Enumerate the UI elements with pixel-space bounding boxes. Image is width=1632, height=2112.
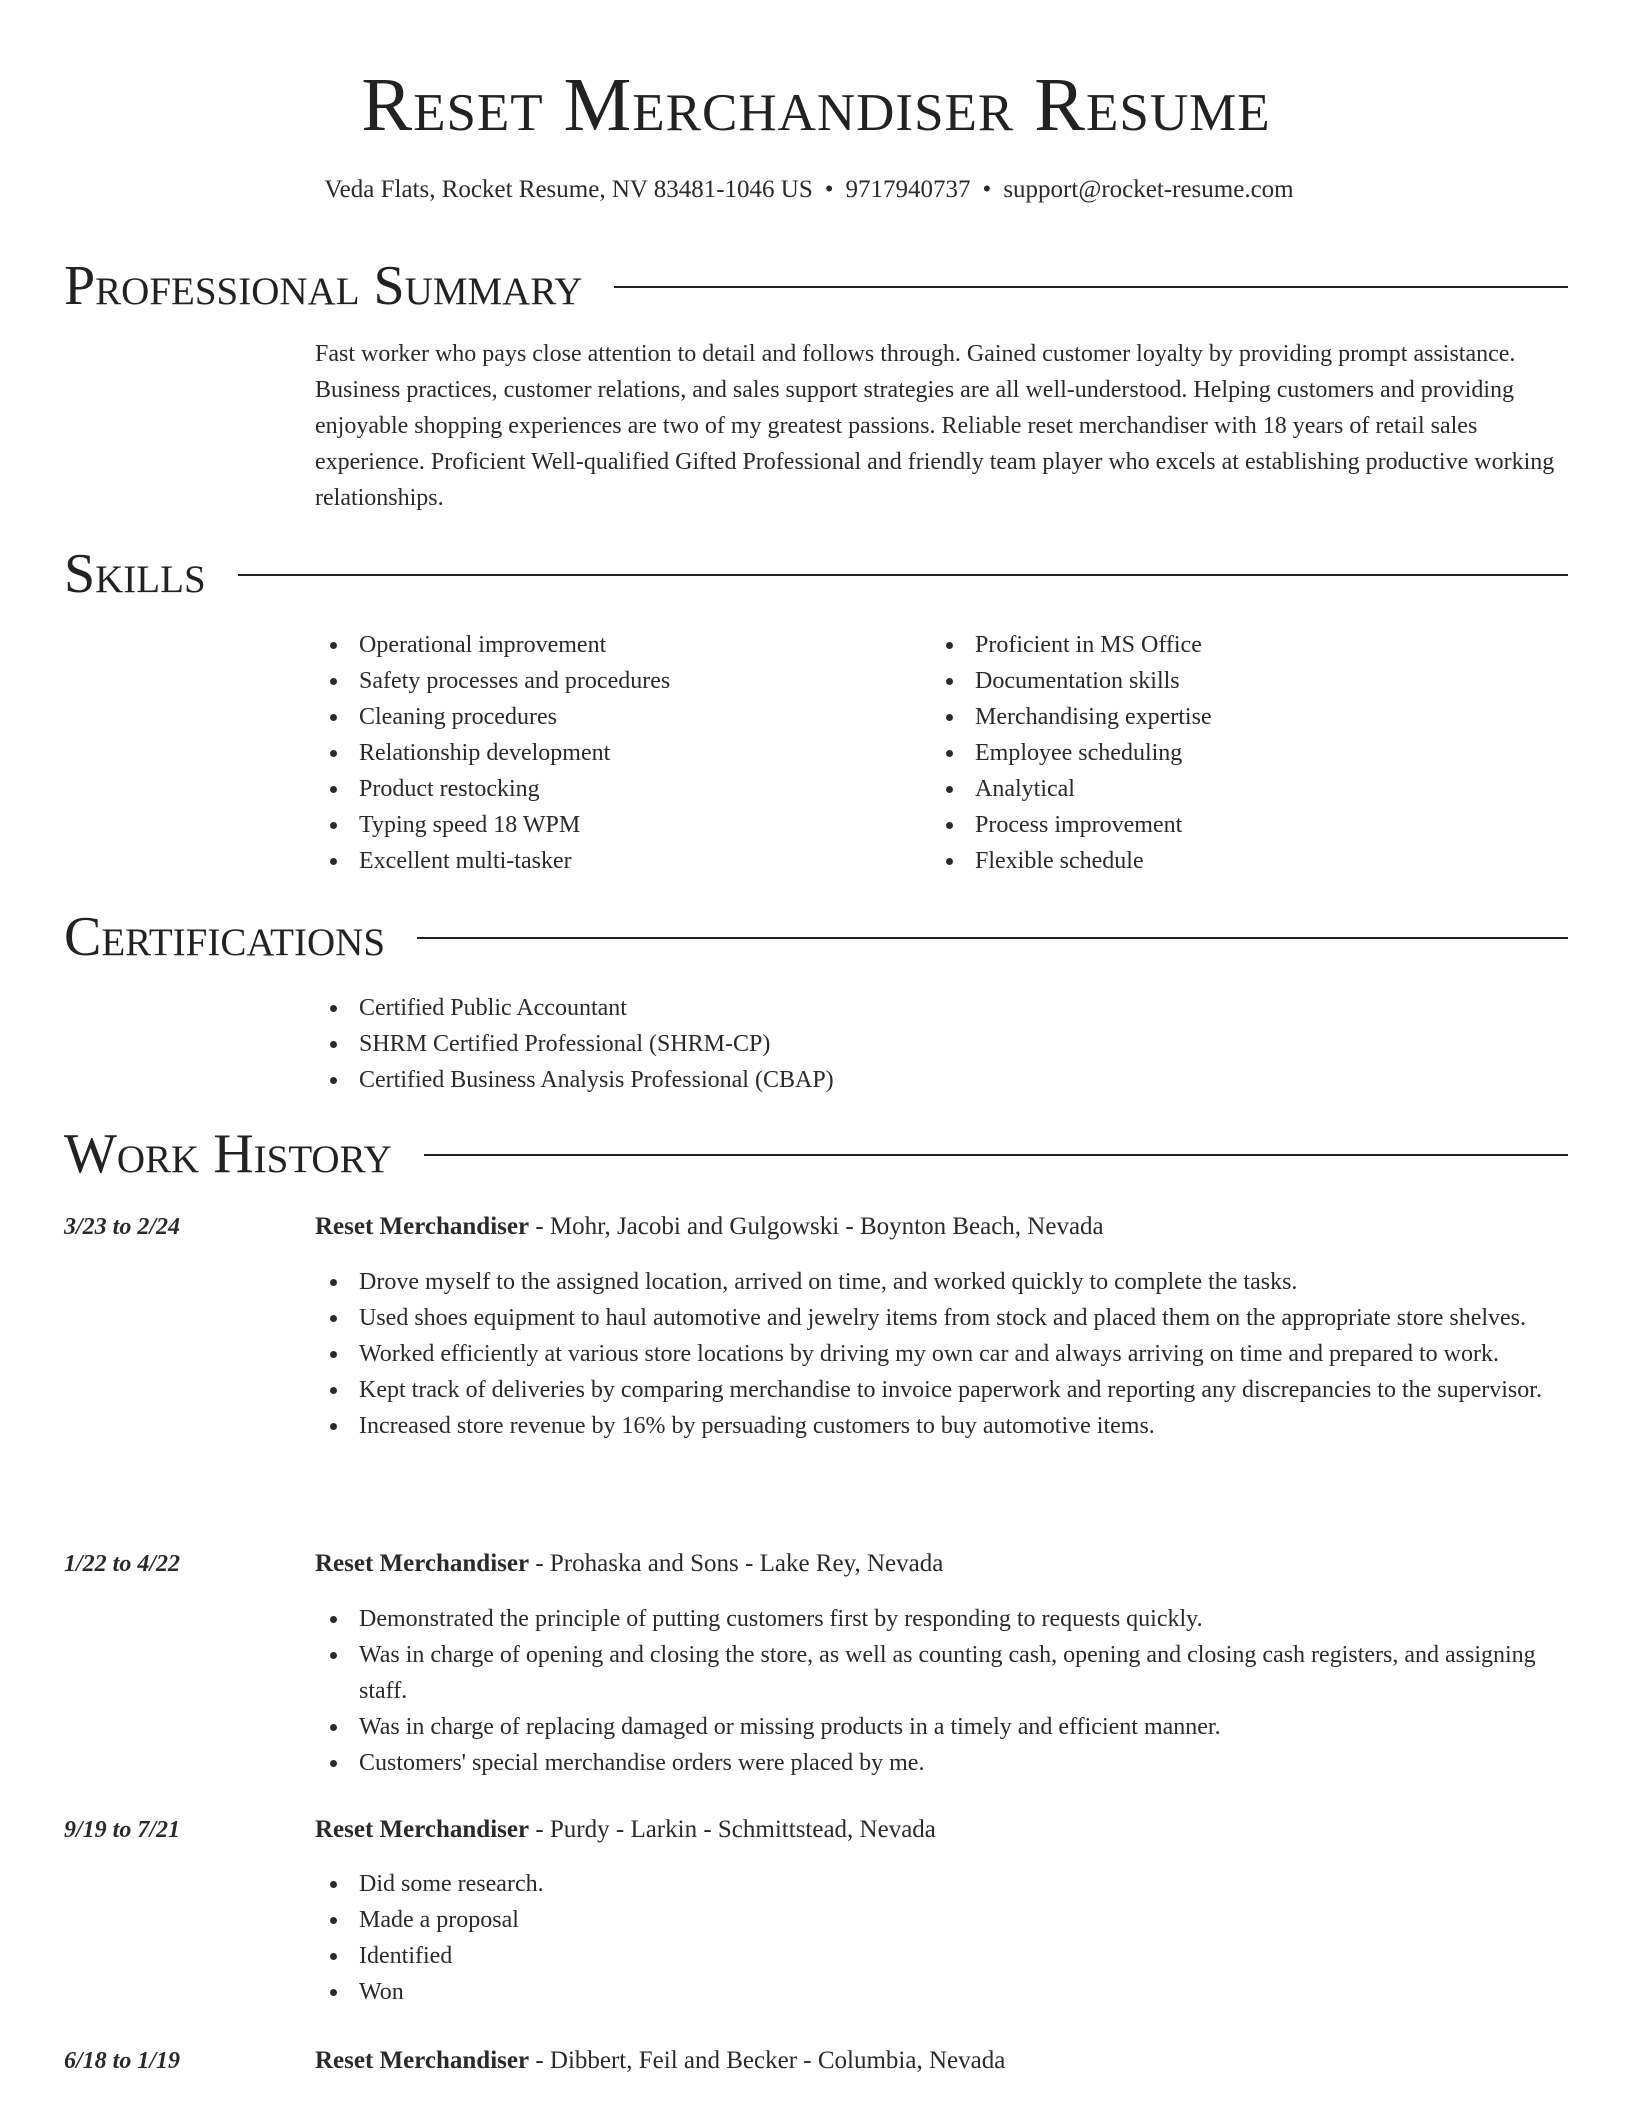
work-history-heading: Work History [64,1123,392,1185]
certification-item: Certified Public Accountant [315,990,1515,1026]
job-employer-location: - Mohr, Jacobi and Gulgowski - Boynton Beach, Nevada [529,1213,1104,1240]
skill-item: Cleaning procedures [315,699,915,735]
work-history-section-header [64,1119,1568,1189]
job-bullet: Used shoes equipment to haul automotive and jewelry items from stock and placed them on the appropriate store shelves. [315,1300,1575,1336]
job-heading [315,1812,936,1848]
skill-item: Relationship development [315,735,915,771]
job-role: Reset Merchandiser [315,2047,530,2074]
job-bullet: Was in charge of opening and closing the store, as well as counting cash, opening and closing cash registers, and assigning staff. [315,1637,1575,1709]
contact-separator: • [982,176,992,203]
skills-section-header [64,539,1568,609]
job-dates: 6/18 to 1/19 [64,2048,181,2074]
job-bullet: Demonstrated the principle of putting customers first by responding to requests quickly. [315,1601,1575,1637]
job-role: Reset Merchandiser [315,1816,530,1843]
certifications-heading: Certifications [64,906,386,968]
skill-item: Safety processes and procedures [315,663,915,699]
job-dates: 1/22 to 4/22 [64,1551,181,1577]
job-bullet: Customers' special merchandise orders were placed by me. [315,1745,1575,1781]
skill-item: Employee scheduling [931,735,1531,771]
contact-phone: 9717940737 [845,176,971,203]
skill-item: Process improvement [931,807,1531,843]
skill-item: Proficient in MS Office [931,627,1531,663]
skill-item: Product restocking [315,771,915,807]
skill-item: Merchandising expertise [931,699,1531,735]
job-role: Reset Merchandiser [315,1213,530,1240]
section-divider [424,1154,1568,1156]
skills-list-right [931,627,1531,879]
skill-item: Excellent multi-tasker [315,843,915,879]
contact-address: Veda Flats, Rocket Resume, NV 83481-1046 US [324,176,813,203]
contact-email: support@rocket-resume.com [1003,176,1294,203]
job-heading [315,1546,943,1582]
certifications-list [315,990,1515,1098]
skill-item: Operational improvement [315,627,915,663]
skills-list-left [315,627,915,879]
job-bullet: Drove myself to the assigned location, arrived on time, and worked quickly to complete the tasks. [315,1264,1575,1300]
skill-item: Analytical [931,771,1531,807]
skill-item: Typing speed 18 WPM [315,807,915,843]
certification-item: SHRM Certified Professional (SHRM-CP) [315,1026,1515,1062]
job-bullet: Identified [315,1938,1575,1974]
job-bullets [315,1601,1575,1781]
job-bullet: Was in charge of replacing damaged or missing products in a timely and efficient manner. [315,1709,1575,1745]
section-divider [417,937,1568,939]
summary-section-header [64,251,1568,321]
contact-separator: • [824,176,834,203]
certifications-section-header [64,902,1568,972]
section-divider [238,574,1568,576]
summary-text: Fast worker who pays close attention to detail and follows through. Gained customer loyalty by providing prompt assistance. Business practices, customer relations, and sales support strategies are all well-understood. Helping customers and providing enjoyable shopping experiences are two of my greatest passions. Reliable reset merchandiser with 18 years of retail sales experience. Proficient Well-qualified Gifted Professional and friendly team player who excels at establishing productive working relationships. [315,341,1555,511]
job-heading [315,1209,1104,1245]
job-bullets [315,1866,1575,2010]
skill-item: Documentation skills [931,663,1531,699]
job-bullet: Worked efficiently at various store locations by driving my own car and always arriving on time and prepared to work. [315,1336,1575,1372]
job-bullet: Did some research. [315,1866,1575,1902]
job-role: Reset Merchandiser [315,1550,530,1577]
job-bullet: Made a proposal [315,1902,1575,1938]
job-employer-location: - Prohaska and Sons - Lake Rey, Nevada [529,1550,944,1577]
job-employer-location: - Purdy - Larkin - Schmittstead, Nevada [529,1816,936,1843]
job-bullet: Increased store revenue by 16% by persuading customers to buy automotive items. [315,1408,1575,1444]
job-bullet: Won [315,1974,1575,2010]
job-dates: 9/19 to 7/21 [64,1817,181,1843]
resume-title: Reset Merchandiser Resume [361,63,1271,147]
job-bullets [315,1264,1575,1444]
section-divider [614,286,1568,288]
certification-item: Certified Business Analysis Professional (CBAP) [315,1062,1515,1098]
job-bullet: Kept track of deliveries by comparing merchandise to invoice paperwork and reporting any discrepancies to the supervisor. [315,1372,1575,1408]
skill-item: Flexible schedule [931,843,1531,879]
skills-heading: Skills [64,543,206,605]
job-dates: 3/23 to 2/24 [64,1214,181,1240]
job-heading [315,2043,1005,2079]
contact-line [0,172,1618,208]
job-employer-location: - Dibbert, Feil and Becker - Columbia, Nevada [529,2047,1006,2074]
summary-heading: Professional Summary [64,255,583,317]
